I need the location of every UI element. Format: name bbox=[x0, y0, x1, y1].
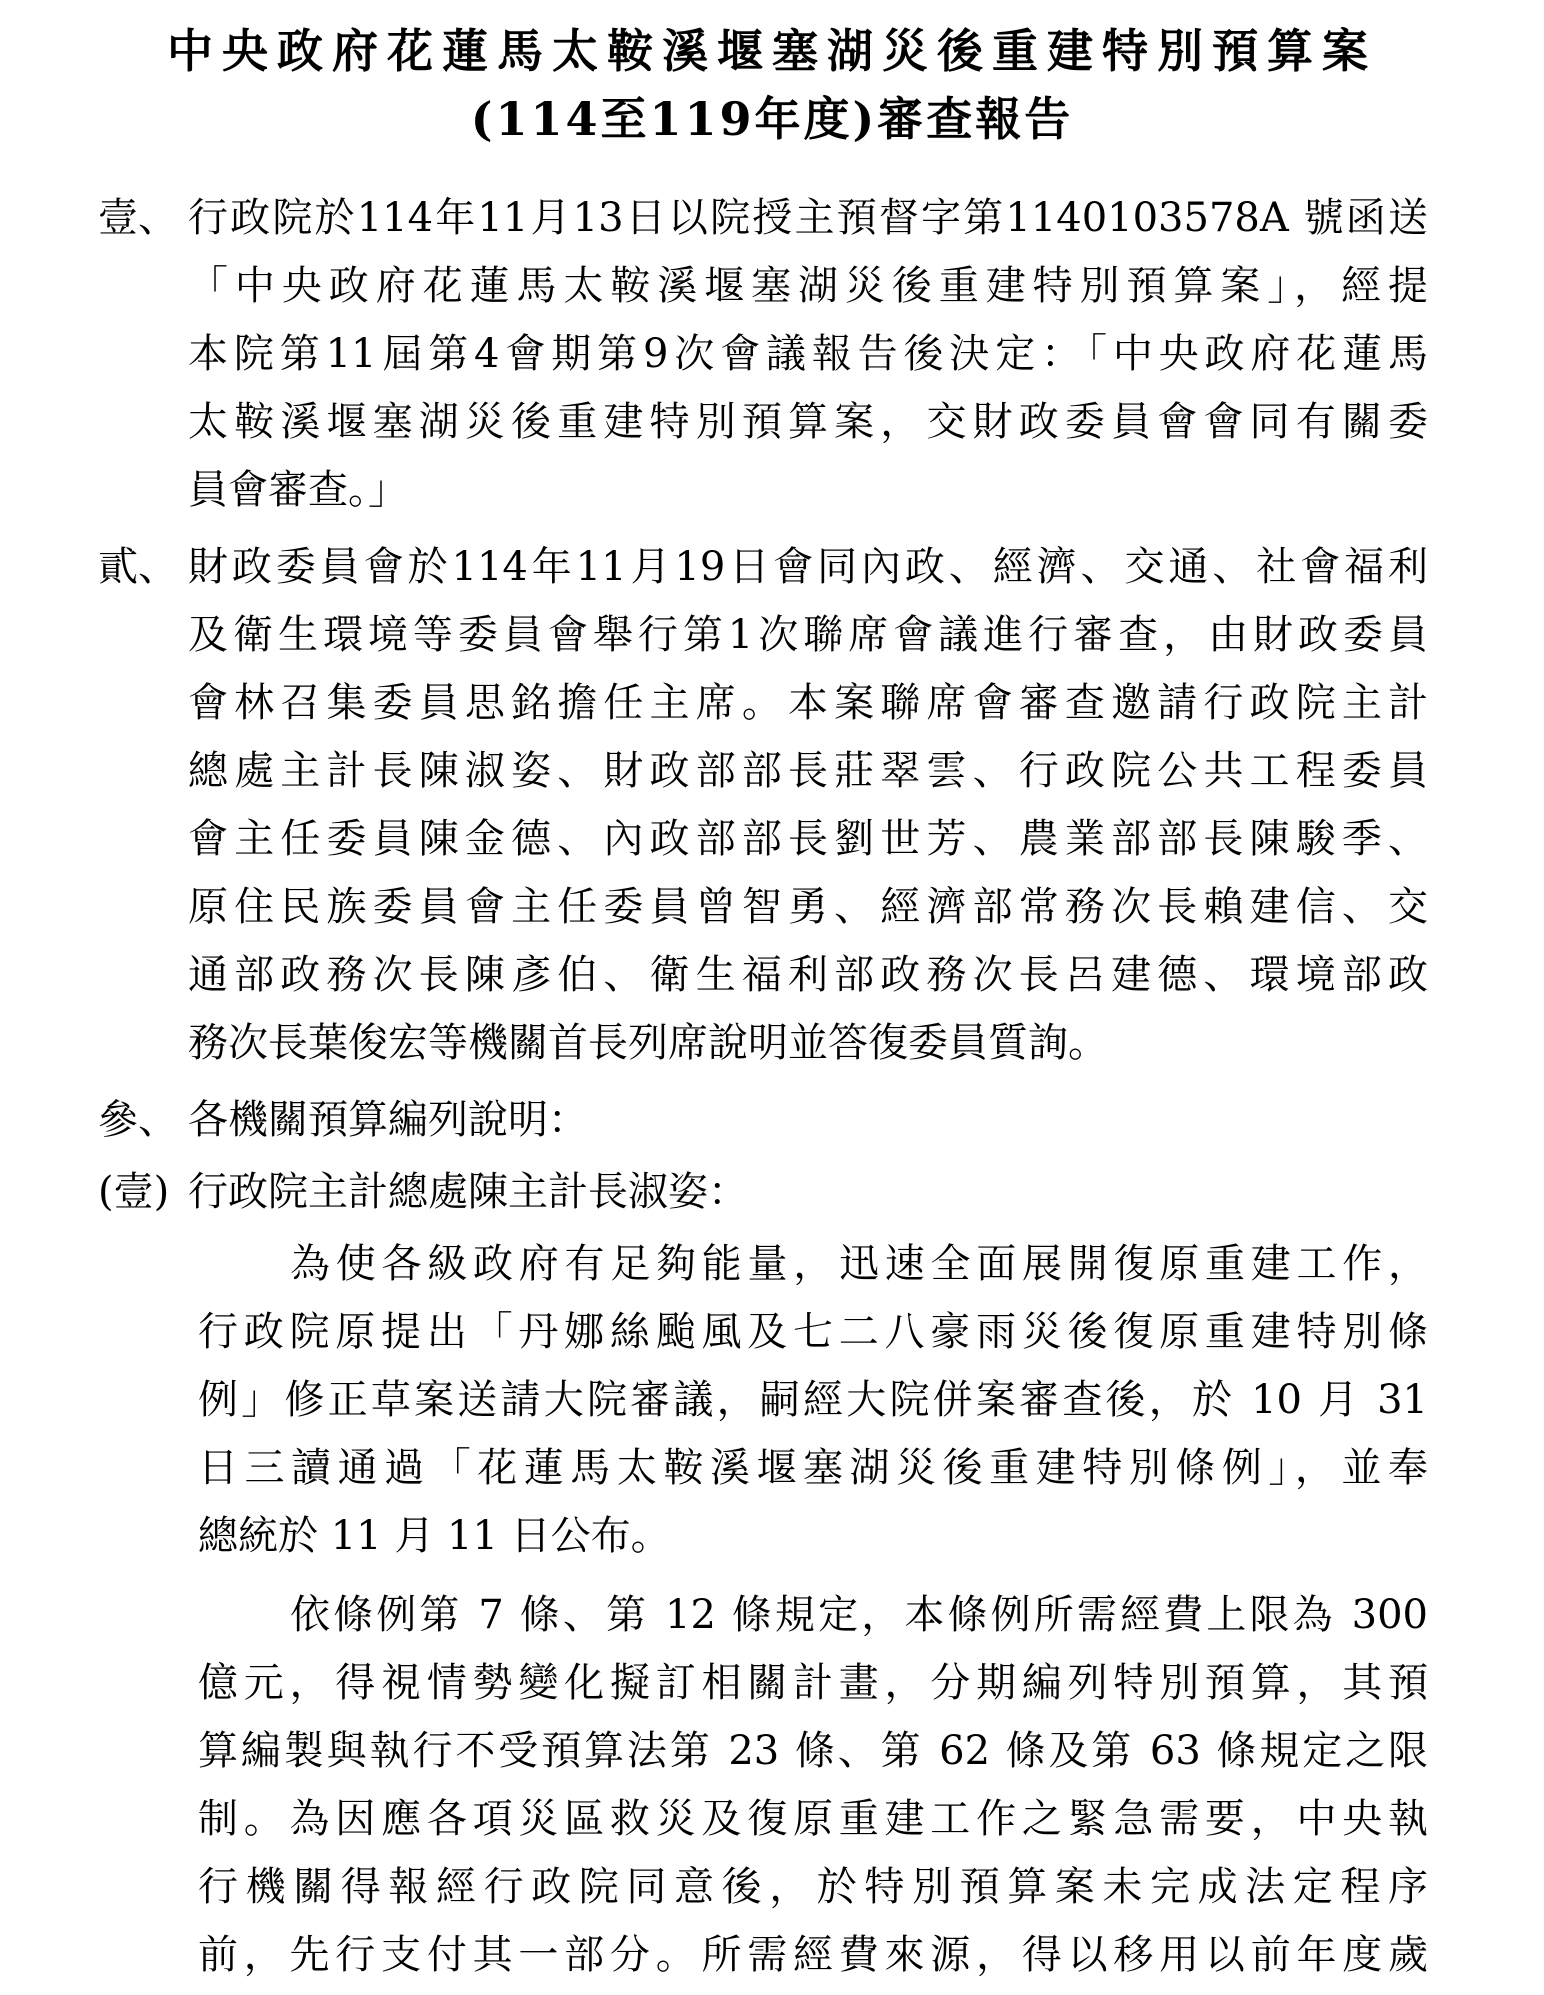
paragraph-1-line-3: 例」修正草案送請大院審議，嗣經大院併案審查後，於 10 月 31 bbox=[198, 1377, 1428, 1423]
document-title-line-1: 中央政府花蓮馬太鞍溪堰塞湖災後重建特別預算案 bbox=[167, 24, 1377, 78]
section-1-line-4: 太鞍溪堰塞湖災後重建特別預算案，交財政委員會會同有關委 bbox=[188, 399, 1428, 445]
section-2-label: 貳、 bbox=[98, 544, 178, 590]
paragraph-1-line-1: 為使各級政府有足夠能量，迅速全面展開復原重建工作， bbox=[290, 1241, 1428, 1287]
paragraph-2-line-6: 前，先行支付其一部分。所需經費來源，得以移用以前年度歲 bbox=[198, 1932, 1428, 1978]
paragraph-1-line-4: 日三讀通過「花蓮馬太鞍溪堰塞湖災後重建特別條例」，並奉 bbox=[198, 1445, 1428, 1491]
paragraph-2-line-4: 制。為因應各項災區救災及復原重建工作之緊急需要，中央執 bbox=[198, 1796, 1428, 1842]
paragraph-2-line-5: 行機關得報經行政院同意後，於特別預算案未完成法定程序 bbox=[198, 1864, 1428, 1910]
section-1-line-1: 行政院於114年11月13日以院授主預督字第1140103578A 號函送 bbox=[188, 195, 1428, 241]
section-3-line-1: 各機關預算編列說明： bbox=[188, 1097, 588, 1143]
section-2-line-3: 會林召集委員思銘擔任主席。本案聯席會審查邀請行政院主計 bbox=[188, 680, 1428, 726]
paragraph-2-line-2: 億元，得視情勢變化擬訂相關計畫，分期編列特別預算，其預 bbox=[198, 1660, 1428, 1706]
section-1-label: 壹、 bbox=[98, 195, 178, 241]
paragraph-1-line-2: 行政院原提出「丹娜絲颱風及七二八豪雨災後復原重建特別條 bbox=[198, 1309, 1428, 1355]
section-2-line-6: 原住民族委員會主任委員曾智勇、經濟部常務次長賴建信、交 bbox=[188, 884, 1428, 930]
section-1-line-5: 員會審查。」 bbox=[188, 467, 408, 513]
section-1-line-3: 本院第11屆第4會期第9次會議報告後決定：「中央政府花蓮馬 bbox=[188, 331, 1428, 377]
section-2-line-5: 會主任委員陳金德、內政部部長劉世芳、農業部部長陳駿季、 bbox=[188, 816, 1428, 862]
paragraph-1-line-5: 總統於 11 月 11 日公布。 bbox=[198, 1513, 671, 1559]
section-2-line-4: 總處主計長陳淑姿、財政部部長莊翠雲、行政院公共工程委員 bbox=[188, 748, 1428, 794]
paragraph-2-line-1: 依條例第 7 條、第 12 條規定，本條例所需經費上限為 300 bbox=[290, 1592, 1428, 1638]
section-2-line-8: 務次長葉俊宏等機關首長列席說明並答復委員質詢。 bbox=[188, 1020, 1108, 1066]
section-2-line-1: 財政委員會於114年11月19日會同內政、經濟、交通、社會福利 bbox=[188, 544, 1428, 590]
section-3-label: 參、 bbox=[98, 1097, 178, 1143]
subsection-1-line-1: 行政院主計總處陳主計長淑姿： bbox=[188, 1169, 748, 1215]
section-1-line-2: 「中央政府花蓮馬太鞍溪堰塞湖災後重建特別預算案」，經提 bbox=[188, 263, 1428, 309]
section-2-line-7: 通部政務次長陳彥伯、衛生福利部政務次長呂建德、環境部政 bbox=[188, 952, 1428, 998]
document-title-line-2: (114至119年度)審查報告 bbox=[470, 92, 1074, 146]
subsection-1-label: (壹) bbox=[98, 1169, 170, 1215]
section-2-line-2: 及衛生環境等委員會舉行第1次聯席會議進行審查，由財政委員 bbox=[188, 612, 1428, 658]
paragraph-2-line-3: 算編製與執行不受預算法第 23 條、第 62 條及第 63 條規定之限 bbox=[198, 1728, 1428, 1774]
